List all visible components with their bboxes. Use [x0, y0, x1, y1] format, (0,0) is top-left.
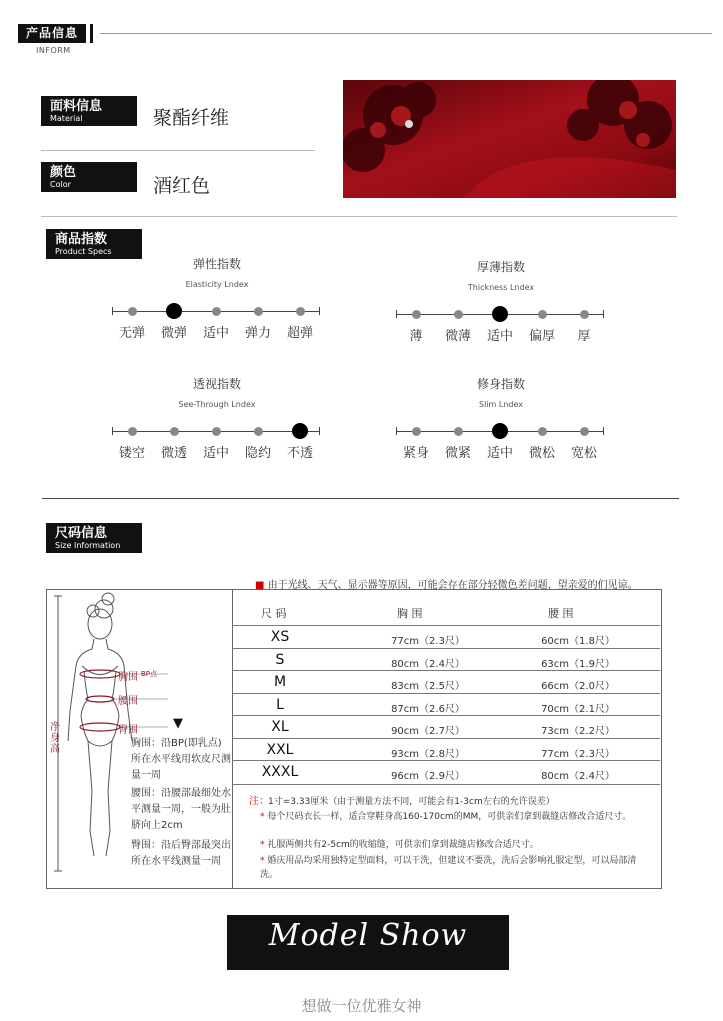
scale-option: 适中	[486, 329, 513, 344]
scale-tick	[319, 427, 320, 435]
bullet-icon: *	[260, 840, 268, 850]
scale-option: 微薄	[444, 329, 471, 344]
bullet-icon: *	[260, 812, 268, 822]
bust-cell: 96cm（2.9尺）	[391, 771, 465, 782]
row-divider	[232, 670, 660, 671]
row-divider	[232, 784, 660, 785]
note-item	[260, 810, 652, 824]
scale-title: 透视指数	[192, 377, 241, 391]
scale-option: 厚	[577, 329, 591, 344]
row-divider	[232, 715, 660, 716]
scale-dot	[296, 307, 305, 316]
figure-label-waist: 腰围	[118, 696, 138, 707]
divider	[42, 498, 679, 499]
waist-cell: 77cm（2.3尺）	[541, 748, 615, 760]
note-label: 注：	[249, 796, 269, 807]
material-label-box	[41, 96, 137, 126]
divider	[41, 216, 677, 217]
scale-tick	[396, 427, 397, 435]
size-cell: S	[275, 651, 285, 668]
figure-label-height: 净身高	[50, 722, 60, 755]
header-title: 产品信息	[18, 24, 86, 43]
material-label-en: Material	[50, 114, 83, 123]
scale-option: 适中	[202, 326, 229, 341]
scale-dot	[128, 427, 137, 436]
scale-option: 镂空	[118, 446, 145, 461]
size-label-box	[46, 523, 142, 553]
size-label-en: Size Information	[55, 541, 121, 550]
scale-dot	[538, 310, 547, 319]
scale-option: 微松	[528, 446, 555, 461]
figure-label-hip: 臀围	[118, 725, 138, 736]
measure-desc: 臀围：沿后臀部最突出所在水平线测量一周	[131, 840, 231, 867]
bust-cell: 83cm（2.5尺）	[391, 681, 465, 692]
table-divider	[232, 589, 233, 888]
scale-dot	[538, 427, 547, 436]
bust-cell: 87cm（2.6尺）	[391, 703, 465, 715]
scale-option: 弹力	[244, 326, 271, 341]
row-divider	[232, 760, 660, 761]
scale-dot	[580, 310, 589, 319]
scale-subtitle: Elasticity Lndex	[185, 280, 249, 289]
row-divider	[232, 648, 660, 649]
scale-dot	[580, 427, 589, 436]
size-label: 尺码信息	[55, 526, 108, 541]
scale-option: 隐约	[244, 446, 271, 461]
scale-dot	[412, 310, 421, 319]
note-text: 1寸=3.33厘米（由于测量方法不同，可能会有1-3cm左右的允许误差）	[268, 797, 555, 807]
size-cell: M	[273, 674, 287, 690]
th-size: 尺 码	[261, 607, 287, 620]
divider	[41, 150, 315, 151]
product-photo	[343, 80, 676, 198]
model-show-title: Model Show	[268, 918, 468, 953]
note-item	[260, 854, 652, 882]
scale-option: 紧身	[402, 446, 429, 461]
waist-cell: 60cm（1.8尺）	[541, 636, 615, 647]
scale-dot	[212, 427, 221, 436]
waist-cell: 63cm（1.9尺）	[541, 658, 615, 670]
scale-dot	[128, 307, 137, 316]
color-value: 酒红色	[153, 175, 211, 197]
scale-dot-selected	[166, 303, 182, 319]
bust-cell: 80cm（2.4尺）	[391, 658, 465, 670]
scale-tick	[112, 427, 113, 435]
scale-dot-selected	[292, 423, 308, 439]
scale-option: 偏厚	[528, 329, 555, 344]
scale-option: 适中	[202, 446, 229, 461]
waist-cell: 70cm（2.1尺）	[541, 703, 615, 715]
scale-option: 不透	[286, 446, 313, 461]
scale-option: 微透	[160, 446, 187, 461]
scale-option: 微紧	[444, 446, 471, 461]
bust-cell: 93cm（2.8尺）	[391, 748, 465, 760]
scale-option: 无弹	[118, 326, 145, 341]
row-divider	[232, 693, 660, 694]
scale-dot	[254, 427, 263, 436]
size-cell: XXXL	[261, 764, 299, 780]
scale-title: 修身指数	[476, 377, 525, 391]
figure-label-bp: BP点	[141, 670, 158, 678]
scale-tick	[603, 310, 604, 318]
row-divider	[232, 625, 660, 626]
note-item	[268, 795, 660, 809]
scale-dot-selected	[492, 423, 508, 439]
note-text: 礼服两侧共有2-5cm的收缩缝，可供亲们拿到裁缝店修改合适尺寸。	[267, 840, 539, 850]
scale-dot	[412, 427, 421, 436]
scale-option: 薄	[409, 329, 423, 344]
scale-title: 厚薄指数	[476, 260, 525, 274]
waist-cell: 80cm（2.4尺）	[541, 771, 615, 782]
waist-cell: 73cm（2.2尺）	[541, 726, 615, 737]
scale-option: 宽松	[570, 446, 597, 461]
th-bust: 胸 围	[397, 607, 423, 620]
scale-subtitle: See-Through Lndex	[178, 400, 256, 409]
material-label: 面料信息	[50, 99, 103, 114]
material-value: 聚酯纤维	[153, 107, 230, 129]
scale-dot	[212, 307, 221, 316]
disclaimer-text: 由于光线、天气、显示器等原因，可能会存在部分轻微色差问题，望亲爱的们见谅。	[267, 580, 638, 591]
scale-dot	[454, 427, 463, 436]
scale-title: 弹性指数	[192, 257, 241, 271]
measure-desc: 腰围：沿腰部最细处水平测量一周，一般为肚脐向上2cm	[131, 788, 231, 831]
size-cell: L	[276, 696, 284, 713]
size-cell: XS	[270, 629, 290, 645]
scale-dot	[170, 427, 179, 436]
scale-option: 适中	[486, 446, 513, 461]
scale-tick	[603, 427, 604, 435]
bullet-icon: *	[260, 856, 268, 866]
header-subtitle: INFORM	[36, 46, 71, 55]
scale-tick	[396, 310, 397, 318]
scale-dot-selected	[492, 306, 508, 322]
arrow-down-icon: ▼	[173, 716, 183, 731]
size-cell: XXL	[266, 741, 294, 758]
color-label-box	[41, 162, 137, 192]
scale-tick	[112, 307, 113, 315]
disclaimer: ■ 由于光线、天气、显示器等原因，可能会存在部分轻微色差问题，望亲爱的们见谅。	[255, 580, 638, 591]
note-text: 每个尺码衣长一样，适合穿鞋身高160-170cm的MM，可供亲们拿到裁缝店修改合适尺寸。	[267, 812, 632, 822]
note-item	[260, 838, 652, 852]
tagline: 想做一位优雅女神	[301, 997, 422, 1015]
scale-subtitle: Thickness Lndex	[467, 283, 535, 292]
note-text: 婚庆用品均采用独特定型面料，可以干洗，但建议不要洗，洗后会影响礼服定型，可以局部清洗。	[260, 856, 637, 880]
scale-subtitle: Slim Lndex	[479, 400, 523, 409]
scale-option: 微弹	[160, 326, 187, 341]
figure-label-bust: 胸围	[118, 672, 138, 683]
size-cell: XL	[271, 719, 289, 735]
specs-label-en: Product Specs	[55, 247, 112, 256]
waist-cell: 66cm（2.0尺）	[541, 681, 615, 692]
specs-label: 商品指数	[55, 232, 108, 247]
header-divider	[100, 33, 712, 34]
row-divider	[232, 738, 660, 739]
scale-dot	[254, 307, 263, 316]
scale-tick	[319, 307, 320, 315]
header-bar	[90, 24, 93, 43]
bust-cell: 77cm（2.3尺）	[391, 636, 465, 647]
scale-dot	[454, 310, 463, 319]
th-waist: 腰 围	[548, 607, 574, 620]
measure-desc: 胸围：沿BP(即乳点)所在水平线用软皮尺测量一周	[131, 738, 231, 781]
scale-option: 超弹	[286, 326, 313, 341]
color-label-en: Color	[50, 180, 71, 189]
bust-cell: 90cm（2.7尺）	[391, 726, 465, 737]
color-label: 颜色	[50, 165, 77, 180]
